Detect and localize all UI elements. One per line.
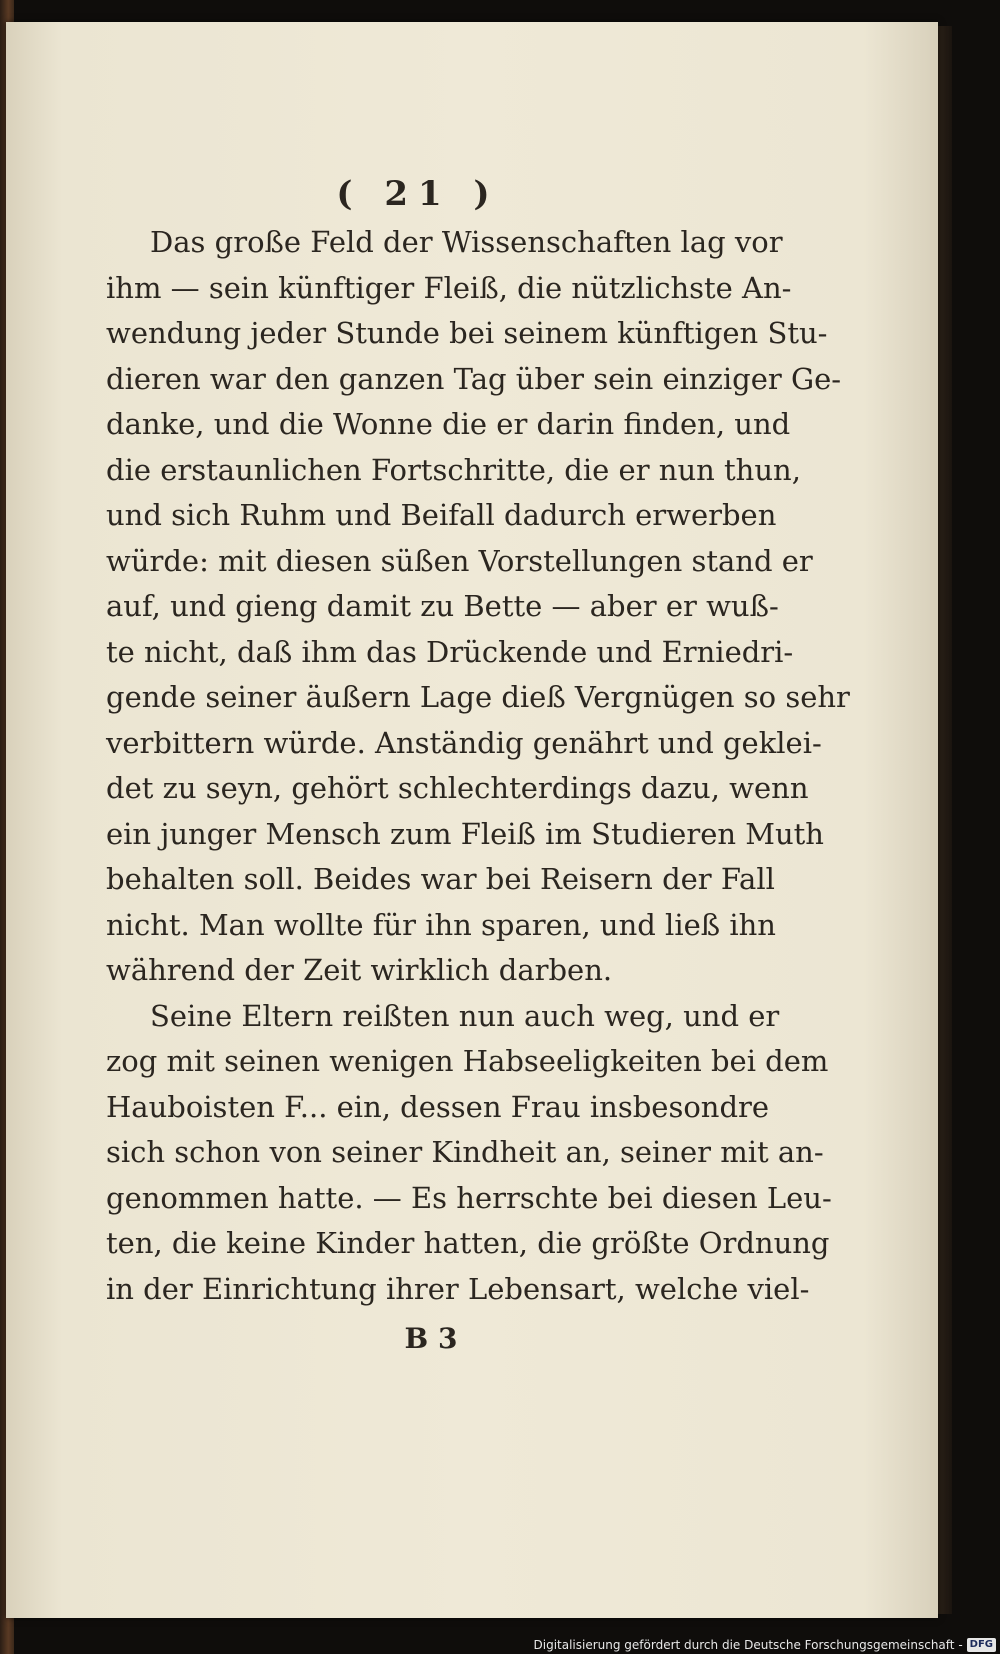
text-line: wendung jeder Stunde bei seinem künftigen Stu-	[106, 316, 828, 350]
text-line: ihm — sein künftiger Fleiß, die nützlichste An-	[106, 270, 792, 305]
text-line: sich schon von seiner Kindheit an, seiner mit an-	[106, 1135, 824, 1169]
signature-mark: B 3	[404, 1322, 458, 1355]
text-line: te nicht, daß ihm das Drückende und Erniedri-	[106, 634, 794, 669]
paragraph	[106, 994, 832, 1313]
paragraph	[106, 220, 850, 994]
text-line: die erstaunlichen Fortschritte, die er nun thun,	[106, 452, 801, 487]
text-line: Hauboisten F... ein, dessen Frau insbesondre	[106, 1089, 770, 1124]
page-edge-shadow	[938, 26, 952, 1614]
text-line: verbittern würde. Anständig genährt und geklei-	[106, 725, 822, 760]
text-line: und sich Ruhm und Beifall dadurch erwerben	[106, 498, 777, 532]
text-line: zog mit seinen wenigen Habseeligkeiten bei dem	[106, 1044, 829, 1078]
text-line: ten, die keine Kinder hatten, die größte Ordnung	[106, 1226, 830, 1260]
text-line: Das große Feld der Wissenschaften lag vor	[150, 225, 783, 259]
credit-text: Digitalisierung gefördert durch die Deutsche Forschungsgemeinschaft -	[533, 1638, 963, 1652]
text-line: nicht. Man wollte für ihn sparen, und ließ ihn	[106, 907, 776, 942]
text-line: ein junger Mensch zum Fleiß im Studieren Muth	[106, 816, 824, 851]
text-line: auf, und gieng damit zu Bette — aber er wuß-	[106, 589, 779, 623]
digitization-credit	[534, 1638, 997, 1652]
text-line: danke, und die Wonne die er darin finden, und	[106, 407, 791, 441]
text-line: dieren war den ganzen Tag über sein einziger Ge-	[106, 361, 842, 396]
text-line: in der Einrichtung ihrer Lebensart, welche viel-	[106, 1271, 810, 1306]
text-line: Seine Eltern reißten nun auch weg, und er	[150, 998, 780, 1033]
text-line: gende seiner äußern Lage dieß Vergnügen so sehr	[106, 680, 850, 714]
page-text	[106, 168, 850, 1364]
page-number-header: ( 21 )	[336, 174, 500, 214]
text-line: genommen hatte. — Es herrschte bei diesen Leu-	[106, 1180, 832, 1215]
text-line: det zu seyn, gehört schlechterdings dazu, wenn	[106, 771, 809, 805]
text-line: während der Zeit wirklich darben.	[106, 953, 613, 987]
dfg-logo: DFG	[967, 1638, 996, 1652]
text-line: würde: mit diesen süßen Vorstellungen stand er	[106, 543, 813, 578]
text-line: behalten soll. Beides war bei Reisern der Fall	[106, 862, 775, 896]
paragraphs	[106, 220, 850, 1312]
